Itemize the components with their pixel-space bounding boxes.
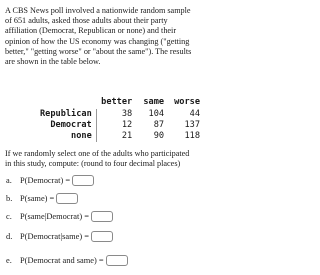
table-cell: 44 [189,109,200,119]
table-row [40,131,200,142]
part-letter: c. [6,211,12,221]
table-cell: 90 [153,131,165,141]
row-label-none: none [40,131,96,142]
part-label: P(same|Democrat) = [20,211,89,221]
table-cell: 38 [121,109,133,119]
part-letter: a. [6,175,12,185]
table-row [40,109,200,120]
question-prompt: If we randomly select one of the adults who participated in this study, compute: (round to four decimal places) [5,149,190,169]
row-label-democrat: Democrat [40,120,96,131]
part-a [6,173,94,187]
part-letter: d. [6,231,13,241]
part-label: P(Democrat) = [20,175,71,185]
problem-intro: A CBS News poll involved a nationwide random sample of 651 adults, asked those adults about their party affiliation (Democrat, Republican or none) and their opinion of how the US economy was changing ("getting better," "getting worse" or "about the same"). The results are shown in the table below. [5,6,192,67]
row-label-republican: Republican [40,109,96,120]
table-corner-cell [40,97,96,109]
column-header-same: same [143,97,165,107]
poll-results-table [40,97,200,142]
answer-input-a[interactable] [72,175,94,186]
table-cell: 118 [184,131,200,141]
part-label: P(Democrat|same) = [20,231,89,241]
part-d [6,229,113,243]
answer-input-d[interactable] [91,231,113,242]
part-letter: e. [6,255,12,265]
column-header-worse: worse [174,97,200,107]
part-label: P(same) = [20,193,55,203]
table-header-row [40,97,200,109]
answer-input-b[interactable] [56,193,78,204]
part-c [6,209,113,223]
part-e [6,253,128,267]
part-label: P(Democrat and same) = [20,255,104,265]
table-cell: 104 [148,109,165,119]
part-b [6,191,78,205]
part-letter: b. [6,193,13,203]
table-cell: 21 [121,131,133,141]
answer-input-c[interactable] [91,211,113,222]
table-cell: 87 [153,120,165,130]
column-header-better: better [101,97,133,107]
answer-input-e[interactable] [106,255,128,266]
table-cell: 137 [184,120,200,130]
table-cell: 12 [121,120,133,130]
table-row [40,120,200,131]
